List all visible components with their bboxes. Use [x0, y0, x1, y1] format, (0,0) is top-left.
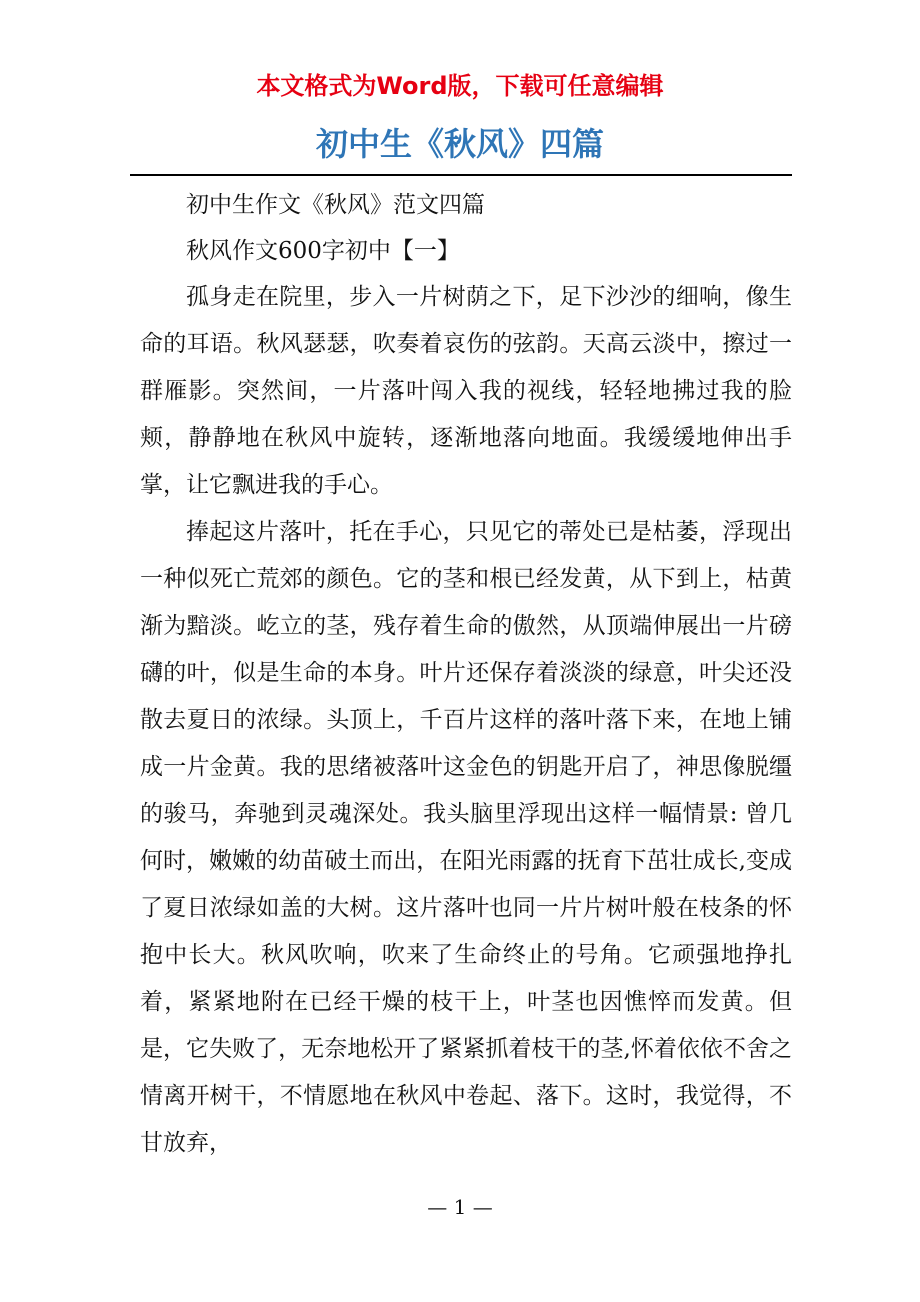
paragraph-1: 孤身走在院里，步入一片树荫之下，足下沙沙的细响，像生命的耳语。秋风瑟瑟，吹奏着哀伤的弦韵。天高云淡中，擦过一群雁影。突然间，一片落叶闯入我的视线，轻轻地拂过我的脸颊，静静地在秋风中旋转，逐渐地落向地面。我缓缓地伸出手掌，让它飘进我的手心。 — [140, 284, 792, 498]
document-body — [140, 182, 792, 1167]
page-number: — 1 — — [427, 1195, 493, 1219]
title-divider — [130, 174, 792, 176]
essay-subtitle: 初中生作文《秋风》范文四篇 — [186, 192, 485, 218]
document-title: 初中生《秋风》四篇 — [315, 125, 604, 163]
format-notice: 本文格式为Word版，下载可任意编辑 — [256, 72, 664, 100]
paragraph-2: 捧起这片落叶，托在手心，只见它的蒂处已是枯萎，浮现出一种似死亡荒郊的颜色。它的茎和根已经发黄，从下到上，枯黄渐为黯淡。屹立的茎，残存着生命的傲然，从顶端伸展出一片磅礴的叶，似是生命的本身。叶片还保存着淡淡的绿意，叶尖还没散去夏日的浓绿。头顶上，千百片这样的落叶落下来，在地上铺成一片金黄。我的思绪被落叶这金色的钥匙开启了，神思像脱缰的骏马，奔驰到灵魂深处。我头脑里浮现出这样一幅情景: 曾几何时，嫩嫩的幼苗破土而出，在阳光雨露的抚育下茁壮成长,变成了夏日浓绿如盖的大树。这片落叶也同一片片树叶般在枝条的怀抱中长大。秋风吹响，吹来了生命终止的号角。它顽强地挣扎着，紧紧地附在已经干燥的枝干上，叶茎也因憔悴而发黄。但是，它失败了，无奈地松开了紧紧抓着枝干的茎,怀着依依不舍之情离开树干，不情愿地在秋风中卷起、落下。这时，我觉得，不甘放弃， — [140, 519, 792, 1156]
section-heading: 秋风作文600字初中【一】 — [186, 238, 460, 264]
